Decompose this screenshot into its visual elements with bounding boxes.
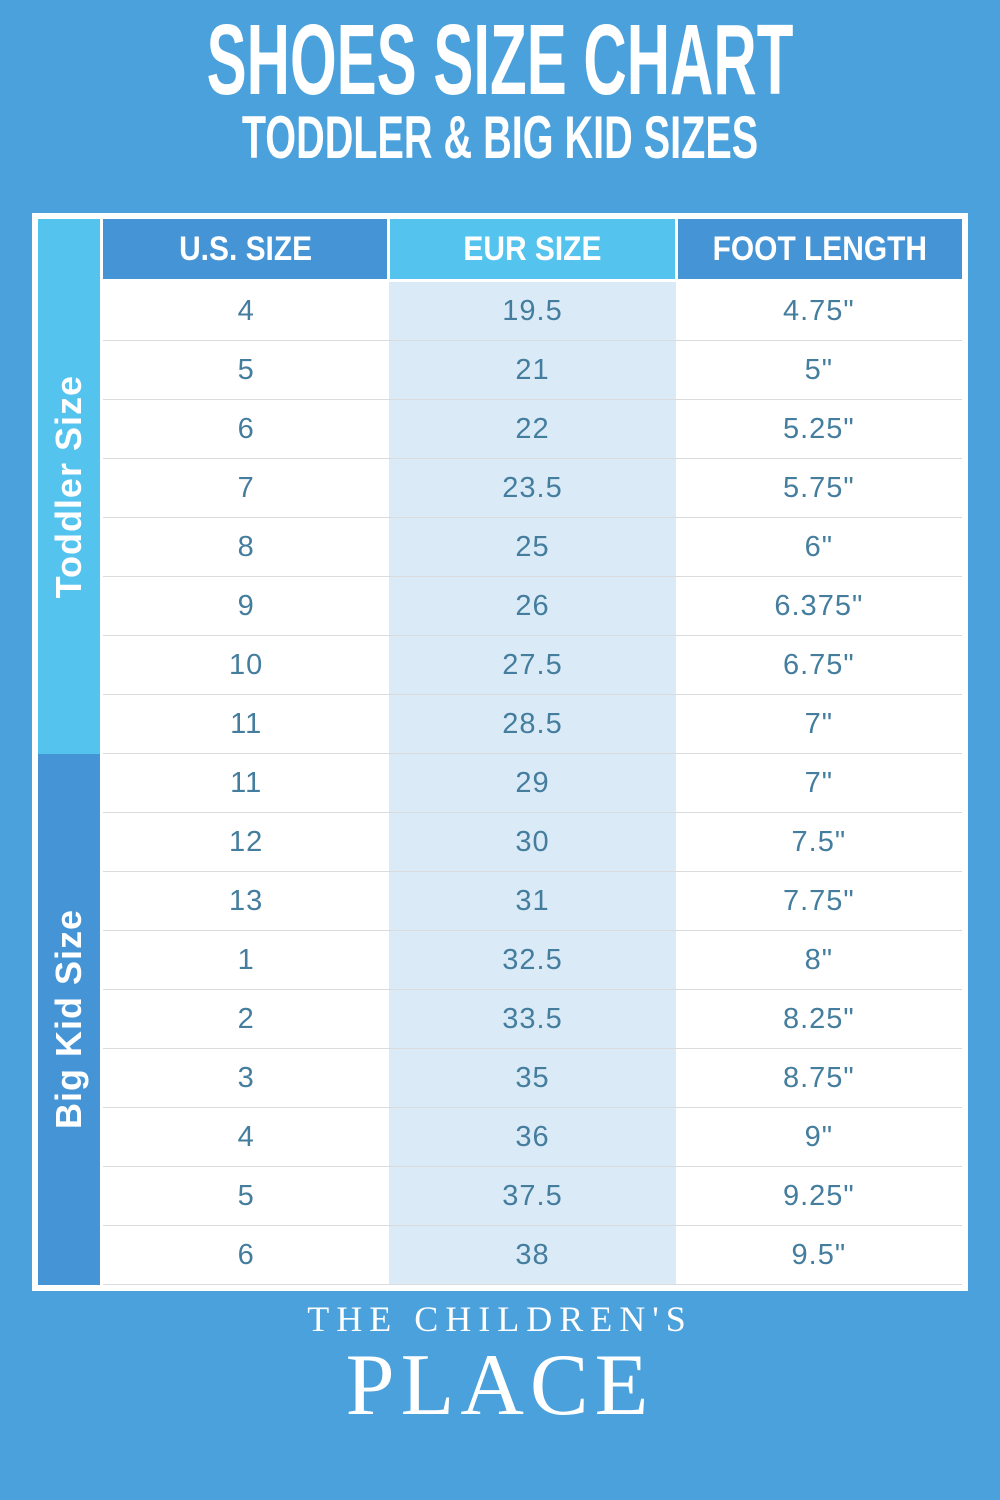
cell-us-size: 4 (237, 1120, 255, 1153)
cell-us-size: 7 (237, 471, 255, 504)
table-header-row (103, 219, 962, 279)
brand-name-top: THE CHILDREN'S (307, 1299, 693, 1339)
cell-eur-size: 28.5 (389, 695, 675, 753)
table-row (103, 400, 962, 459)
cell-foot-length: 5.25" (782, 412, 855, 445)
cell-foot-length: 7" (804, 766, 834, 799)
cell-eur-size: 33.5 (389, 990, 675, 1048)
size-table (103, 219, 962, 1285)
cell-foot-length: 6.375" (774, 589, 864, 622)
table-row (103, 872, 962, 931)
cell-eur-size: 37.5 (389, 1167, 675, 1225)
table-row (103, 459, 962, 518)
cell-us-size: 3 (237, 1061, 255, 1094)
brand-logo (0, 1299, 1000, 1434)
table-row (103, 282, 962, 341)
table-row (103, 636, 962, 695)
section-strip-column (38, 219, 100, 1285)
brand-name-bottom: PLACE (345, 1336, 655, 1434)
cell-eur-size: 29 (389, 754, 675, 812)
cell-foot-length: 7.5" (791, 825, 847, 858)
table-row (103, 695, 962, 754)
table-row (103, 754, 962, 813)
cell-foot-length: 7.75" (782, 884, 855, 917)
table-row (103, 1049, 962, 1108)
cell-eur-size: 38 (389, 1226, 675, 1284)
cell-us-size: 6 (237, 1238, 255, 1271)
cell-us-size: 10 (229, 648, 264, 681)
cell-us-size: 2 (237, 1002, 255, 1035)
table-row (103, 341, 962, 400)
header-cell-eur-size (387, 219, 677, 279)
cell-eur-size: 25 (389, 518, 675, 576)
cell-eur-size: 32.5 (389, 931, 675, 989)
header-label-foot-length: FOOT LENGTH (712, 229, 928, 268)
toddler-size-label: Toddler Size (48, 374, 89, 599)
cell-us-size: 9 (237, 589, 255, 622)
cell-eur-size: 35 (389, 1049, 675, 1107)
title-block (0, 4, 1000, 171)
toddler-size-strip (38, 219, 100, 754)
table-row (103, 1226, 962, 1285)
size-table-card (32, 213, 968, 1291)
cell-us-size: 11 (230, 707, 263, 740)
cell-us-size: 13 (229, 884, 264, 917)
cell-eur-size: 21 (389, 341, 675, 399)
cell-foot-length: 6" (804, 530, 834, 563)
cell-eur-size: 26 (389, 577, 675, 635)
header-label-eur-size: EUR SIZE (463, 229, 602, 268)
cell-foot-length: 9.25" (782, 1179, 855, 1212)
table-row (103, 1108, 962, 1167)
cell-us-size: 12 (229, 825, 264, 858)
cell-foot-length: 6.75" (782, 648, 855, 681)
cell-us-size: 5 (237, 353, 255, 386)
header-cell-us-size (103, 219, 387, 279)
cell-us-size: 1 (237, 943, 255, 976)
table-row (103, 577, 962, 636)
cell-eur-size: 23.5 (389, 459, 675, 517)
cell-foot-length: 4.75" (782, 294, 855, 327)
cell-foot-length: 7" (804, 707, 834, 740)
cell-foot-length: 9.5" (791, 1238, 847, 1271)
cell-eur-size: 31 (389, 872, 675, 930)
page-title: SHOES SIZE CHART (206, 4, 794, 116)
table-row (103, 1167, 962, 1226)
cell-foot-length: 5" (804, 353, 834, 386)
cell-eur-size: 19.5 (389, 282, 675, 340)
cell-us-size: 8 (237, 530, 255, 563)
cell-us-size: 6 (237, 412, 255, 445)
header-label-us-size: U.S. SIZE (178, 229, 312, 268)
big-kid-size-label: Big Kid Size (48, 909, 89, 1130)
cell-eur-size: 27.5 (389, 636, 675, 694)
big-kid-size-strip (38, 754, 100, 1285)
table-body (103, 282, 962, 1285)
header-cell-foot-length (678, 219, 962, 279)
cell-foot-length: 8.25" (782, 1002, 855, 1035)
cell-foot-length: 8" (804, 943, 834, 976)
cell-foot-length: 5.75" (782, 471, 855, 504)
cell-us-size: 11 (230, 766, 263, 799)
table-row (103, 813, 962, 872)
cell-us-size: 5 (237, 1179, 255, 1212)
cell-eur-size: 36 (389, 1108, 675, 1166)
table-row (103, 931, 962, 990)
table-row (103, 518, 962, 577)
cell-us-size: 4 (237, 294, 255, 327)
cell-foot-length: 9" (804, 1120, 834, 1153)
cell-eur-size: 30 (389, 813, 675, 871)
cell-eur-size: 22 (389, 400, 675, 458)
table-row (103, 990, 962, 1049)
cell-foot-length: 8.75" (782, 1061, 855, 1094)
page-subtitle: TODDLER & BIG KID SIZES (241, 104, 759, 171)
